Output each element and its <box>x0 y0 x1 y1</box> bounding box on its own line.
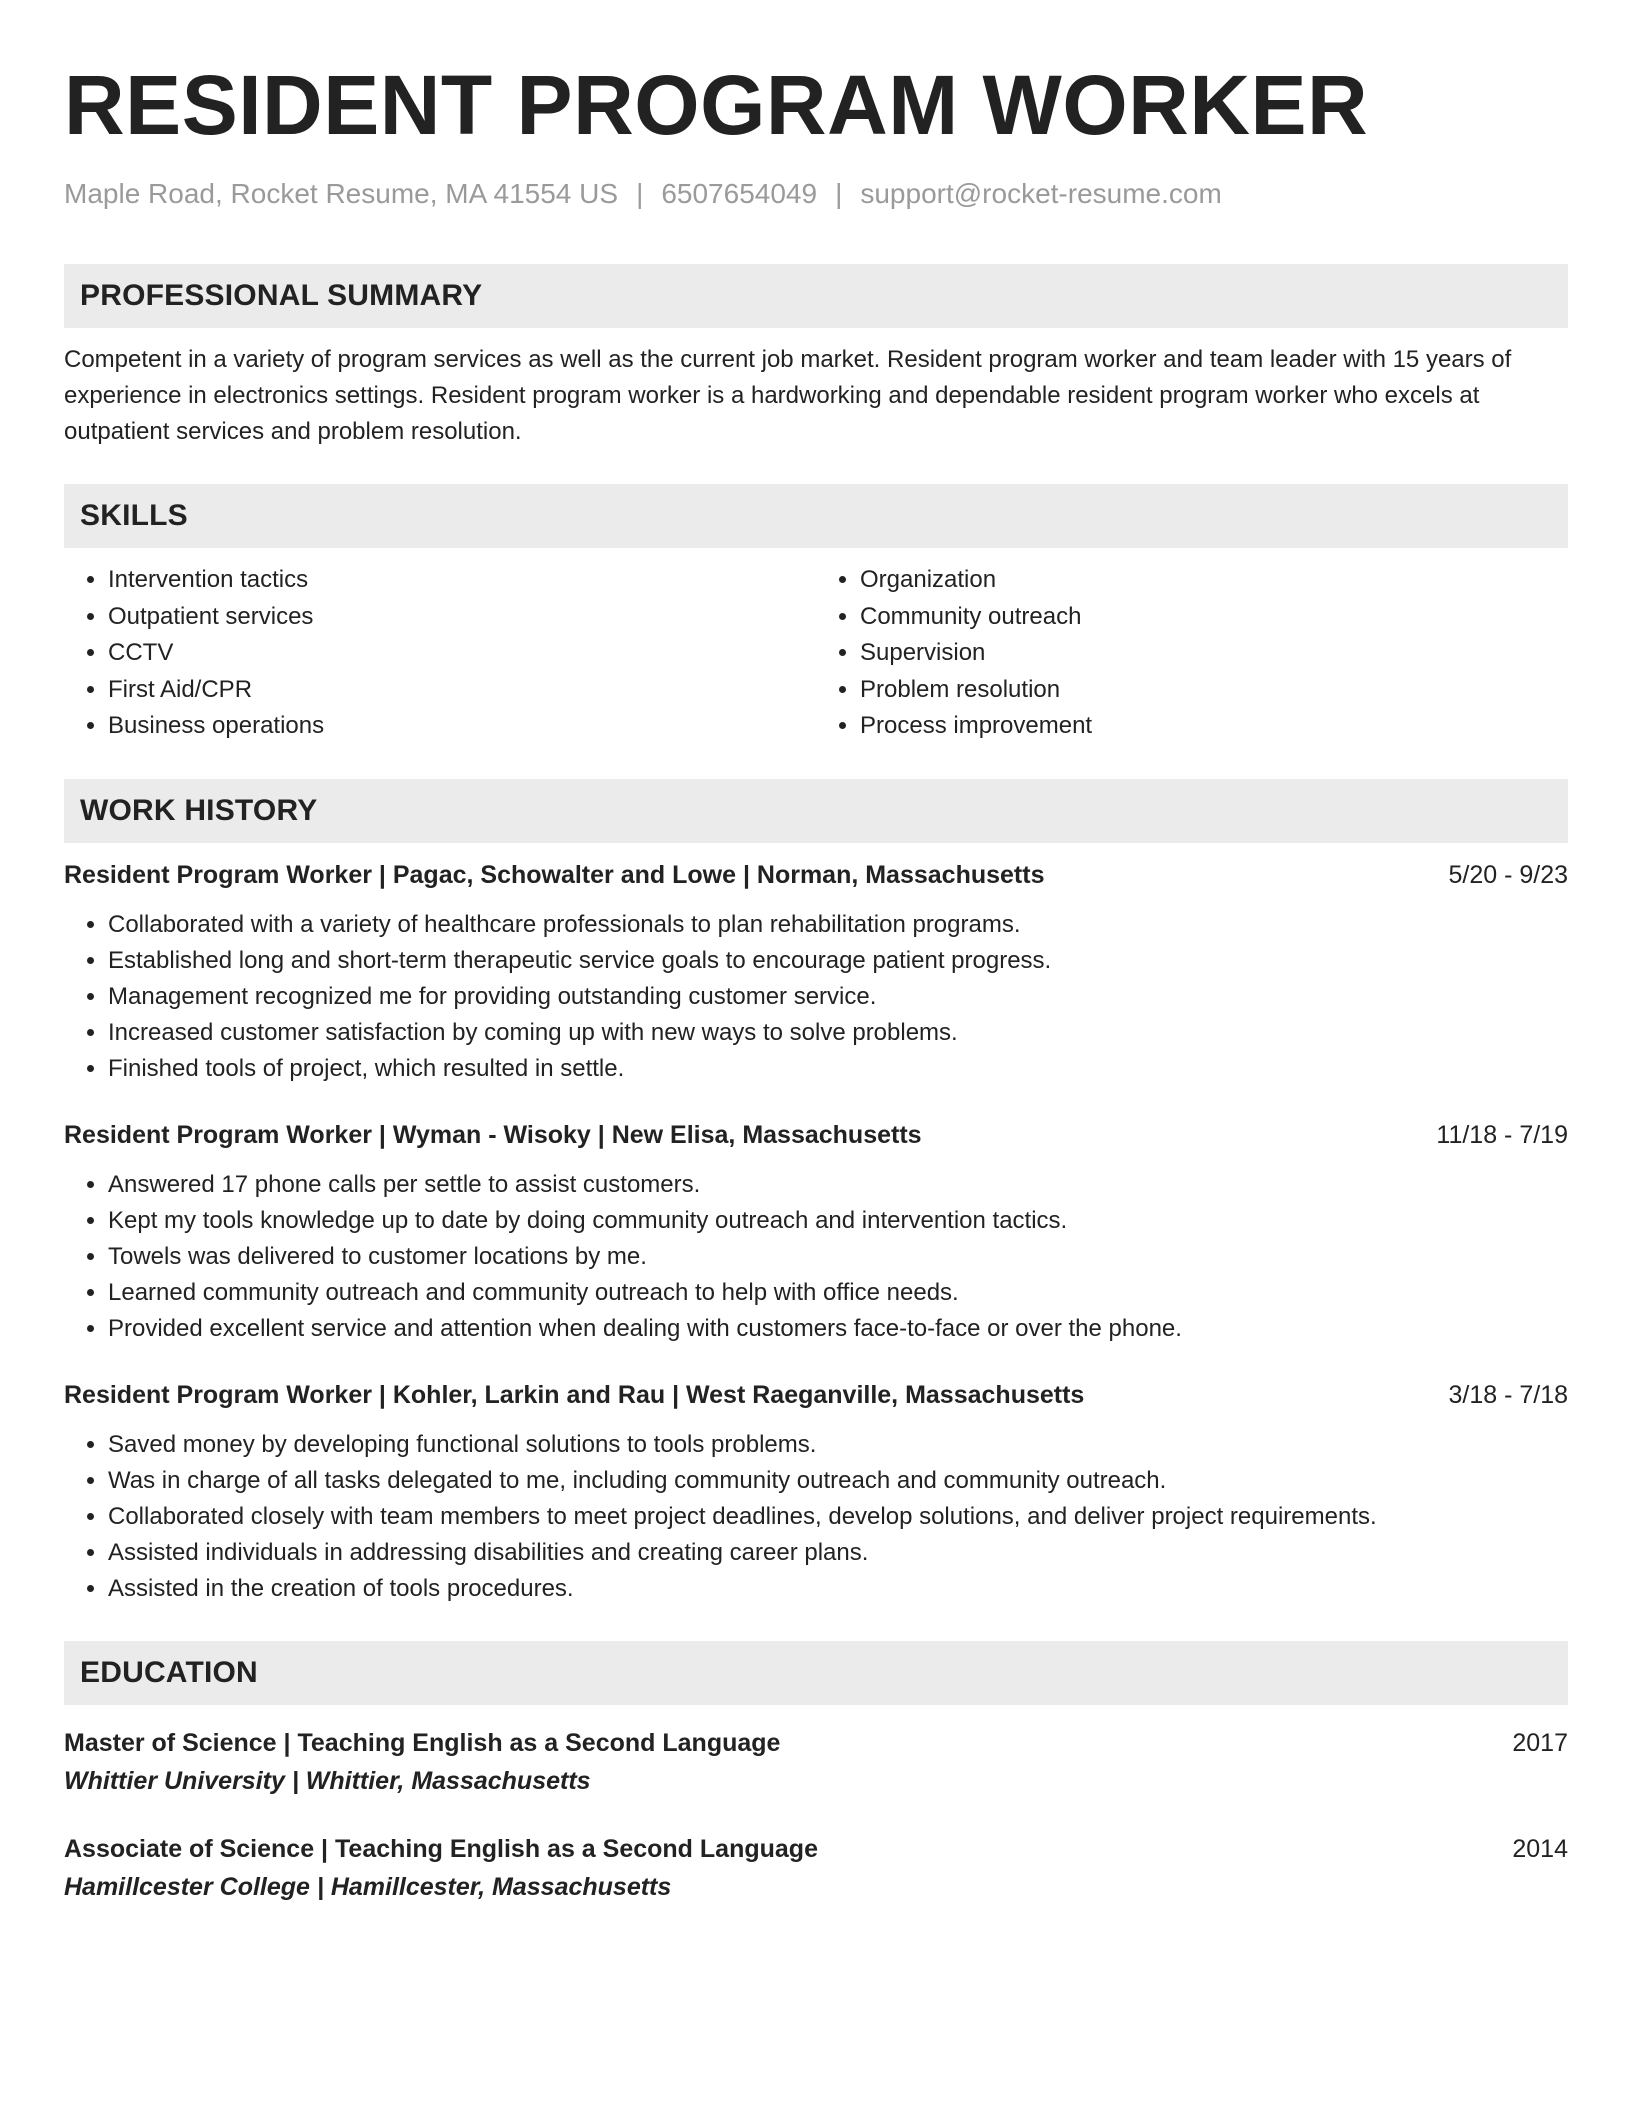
education-entry <box>64 1831 1568 1907</box>
job-entry <box>64 857 1568 1087</box>
skill-item: • Supervision <box>860 635 1568 672</box>
section-heading-summary: PROFESSIONAL SUMMARY <box>64 264 1568 328</box>
job-bullet: • Collaborated closely with team members to meet project deadlines, develop solutions, and deliver project requirements. <box>108 1499 1568 1535</box>
contact-phone: 6507654049 <box>661 178 818 209</box>
job-bullet: • Was in charge of all tasks delegated to me, including community outreach and community outreach. <box>108 1463 1568 1499</box>
job-header <box>64 857 1568 893</box>
education-header <box>64 1831 1568 1867</box>
education-school: Whittier University | Whittier, Massachusetts <box>64 1766 591 1795</box>
education-degree: Associate of Science | Teaching English as a Second Language <box>64 1834 818 1863</box>
skill-item: • Outpatient services <box>108 599 816 636</box>
contact-line <box>64 176 1568 212</box>
skills-grid <box>64 562 1568 745</box>
section-heading-education: EDUCATION <box>64 1641 1568 1705</box>
job-bullet: • Towels was delivered to customer locations by me. <box>108 1239 1568 1275</box>
job-bullet: • Learned community outreach and community outreach to help with office needs. <box>108 1275 1568 1311</box>
job-dates: 3/18 - 7/18 <box>1448 1380 1568 1409</box>
job-bullet: • Answered 17 phone calls per settle to assist customers. <box>108 1167 1568 1203</box>
job-bullet: • Established long and short-term therapeutic service goals to encourage patient progress. <box>108 943 1568 979</box>
skill-item: • Intervention tactics <box>108 562 816 599</box>
skills-column-right <box>816 562 1568 745</box>
job-bullet: • Provided excellent service and attention when dealing with customers face-to-face or over the phone. <box>108 1311 1568 1347</box>
skill-item: • Problem resolution <box>860 672 1568 709</box>
education-degree: Master of Science | Teaching English as a Second Language <box>64 1728 781 1757</box>
job-bullet: • Saved money by developing functional solutions to tools problems. <box>108 1427 1568 1463</box>
education-year: 2017 <box>1512 1728 1568 1757</box>
job-entry <box>64 1377 1568 1607</box>
skill-item: • First Aid/CPR <box>108 672 816 709</box>
education-header <box>64 1725 1568 1761</box>
skill-item: • Community outreach <box>860 599 1568 636</box>
job-title: Resident Program Worker | Wyman - Wisoky | New Elisa, Massachusetts <box>64 1120 922 1149</box>
summary-text: Competent in a variety of program services as well as the current job market. Resident program worker and team leader with 15 years of experience in electronics settings. Resident program worker is a hardworking and dependable resident program worker who excels at outpatient services and problem resolution. <box>64 346 1512 445</box>
skill-item: • Organization <box>860 562 1568 599</box>
job-title: Resident Program Worker | Pagac, Schowalter and Lowe | Norman, Massachusetts <box>64 860 1045 889</box>
contact-email: support@rocket-resume.com <box>860 178 1222 209</box>
contact-separator: | <box>835 178 843 209</box>
job-bullet: • Kept my tools knowledge up to date by doing community outreach and intervention tactics. <box>108 1203 1568 1239</box>
skills-column-left <box>64 562 816 745</box>
job-bullet: • Management recognized me for providing outstanding customer service. <box>108 979 1568 1015</box>
job-dates: 5/20 - 9/23 <box>1448 860 1568 889</box>
job-header <box>64 1117 1568 1153</box>
job-bullets <box>64 1427 1568 1607</box>
job-dates: 11/18 - 7/19 <box>1436 1120 1568 1149</box>
job-header <box>64 1377 1568 1413</box>
job-bullet: • Assisted individuals in addressing disabilities and creating career plans. <box>108 1535 1568 1571</box>
contact-separator: | <box>636 178 644 209</box>
job-bullets <box>64 1167 1568 1347</box>
section-heading-work-history: WORK HISTORY <box>64 779 1568 843</box>
education-year: 2014 <box>1512 1834 1568 1863</box>
resume-name: RESIDENT PROGRAM WORKER <box>64 58 1369 152</box>
job-title: Resident Program Worker | Kohler, Larkin and Rau | West Raeganville, Massachusetts <box>64 1380 1085 1409</box>
skill-item: • CCTV <box>108 635 816 672</box>
job-bullet: • Finished tools of project, which resulted in settle. <box>108 1051 1568 1087</box>
skill-item: • Process improvement <box>860 708 1568 745</box>
job-bullet: • Increased customer satisfaction by coming up with new ways to solve problems. <box>108 1015 1568 1051</box>
education-entry <box>64 1725 1568 1801</box>
education-school: Hamillcester College | Hamillcester, Massachusetts <box>64 1872 672 1901</box>
section-heading-skills: SKILLS <box>64 484 1568 548</box>
contact-address: Maple Road, Rocket Resume, MA 41554 US <box>64 178 619 209</box>
job-bullet: • Collaborated with a variety of healthcare professionals to plan rehabilitation programs. <box>108 907 1568 943</box>
skill-item: • Business operations <box>108 708 816 745</box>
job-bullet: • Assisted in the creation of tools procedures. <box>108 1571 1568 1607</box>
job-bullets <box>64 907 1568 1087</box>
job-entry <box>64 1117 1568 1347</box>
